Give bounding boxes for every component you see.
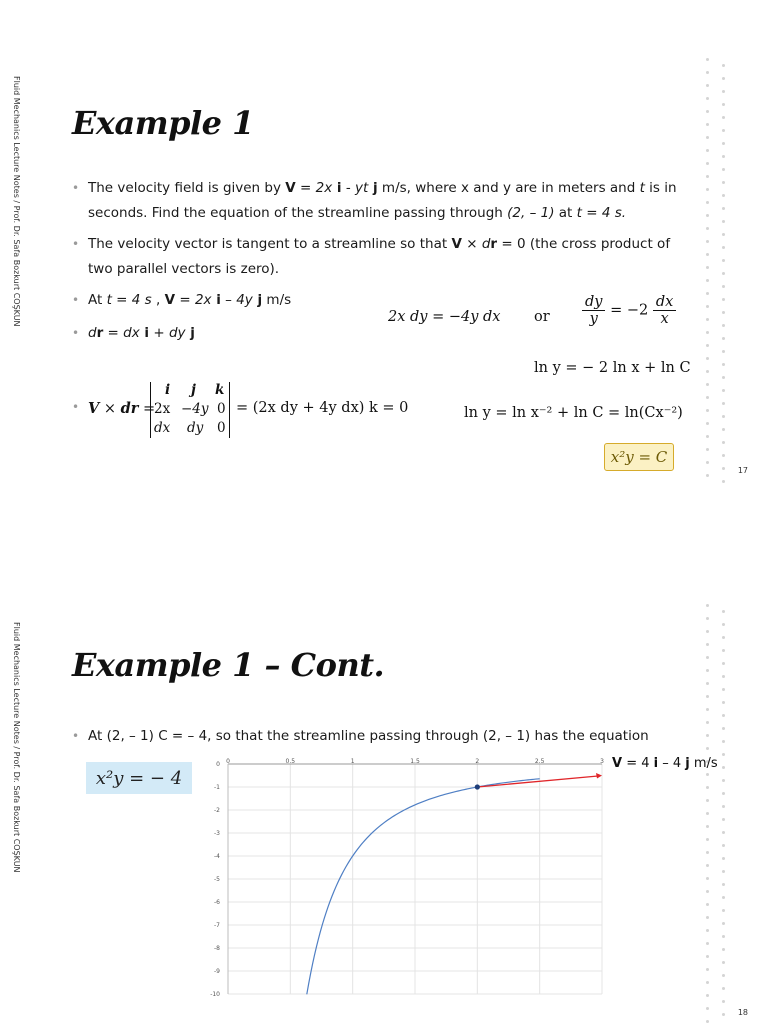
decorative-dot [722,714,725,717]
decorative-dot [722,428,725,431]
text: is in [644,180,677,196]
result-box-streamline: x²y = − 4 [86,762,192,794]
vector-r: r [96,325,104,341]
y-tick-label: -1 [214,784,220,791]
matrix-cell: i [165,382,171,398]
text: = [103,325,124,341]
text: m/s [262,292,292,308]
decorative-dot [706,422,709,425]
equation-separated [582,294,676,327]
matrix-cell: 0 [217,420,226,436]
matrix-cell: k [215,382,225,398]
decorative-dot [722,727,725,730]
velocity-vector-label [612,756,718,771]
decorative-dot [706,318,709,321]
decorative-dot [722,246,725,249]
decorative-dot [722,324,725,327]
decorative-dot [722,636,725,639]
decorative-dot [706,409,709,412]
text: • At (2, – 1) C = – 4, so that the streamline passing through (2, – 1) has the equation [88,728,649,744]
cross-label [88,400,155,417]
decorative-dot [706,136,709,139]
decorative-dot [706,838,709,841]
text: m/s, where x and y are in meters and [377,180,640,196]
decorative-dot [706,305,709,308]
decorative-dot [722,766,725,769]
decorative-dot [722,662,725,665]
decorative-dot [722,870,725,873]
decorative-dot [722,181,725,184]
vector-dr: dr [120,400,139,417]
decorative-dot [706,110,709,113]
decorative-dot [706,461,709,464]
bullet-problem-statement [72,176,684,226]
decorative-dot [706,877,709,880]
decorative-dot [722,90,725,93]
unit-vector-j: j [252,292,263,308]
decorative-dot [722,350,725,353]
decorative-dot [722,1013,725,1016]
text: The velocity field is given by [88,180,286,196]
decorative-dot [706,435,709,438]
decorative-dot [706,942,709,945]
equation-log-1: ln y = − 2 ln x + ln C [534,360,691,376]
decorative-dot [722,220,725,223]
decorative-dot [722,363,725,366]
decorative-dot [722,779,725,782]
math-term: t = 4 s. [576,205,627,221]
decorative-dot [706,669,709,672]
x-tick-label: 2 [475,758,480,765]
numerator: dx [653,294,676,311]
equation-differential: 2x dy = −4y dx [388,309,501,325]
decorative-dot [706,175,709,178]
decorative-dot [706,786,709,789]
decorative-dot [722,675,725,678]
y-tick-label: 0 [216,761,220,768]
slide-title: Example 1 [72,104,254,142]
decorative-dot [722,142,725,145]
streamline-curve [307,779,540,995]
matrix-cell: −4y [181,401,209,417]
decorative-dot [722,233,725,236]
y-tick-label: -6 [214,899,220,906]
decorative-dot [722,974,725,977]
decorative-dot [706,656,709,659]
y-tick-label: -7 [214,922,220,929]
math-term: d [481,236,491,252]
decorative-dot [706,266,709,269]
text: two parallel vectors is zero). [88,261,280,277]
decorative-dot [706,396,709,399]
decorative-dot [706,695,709,698]
decorative-dot [722,467,725,470]
decorative-dot [706,630,709,633]
decorative-dot [722,740,725,743]
bullet-velocity-at-t4 [72,288,372,313]
decorative-dot [706,344,709,347]
cross-result: = (2x dy + 4y dx) k = 0 [236,400,409,416]
text: The velocity vector is tangent to a streamline so that [88,236,452,252]
decorative-dot [706,981,709,984]
decorative-dot [722,285,725,288]
decorative-dot [706,903,709,906]
vector-V: V [451,236,462,252]
decorative-dot [722,831,725,834]
slide-title: Example 1 – Cont. [72,646,385,684]
decorative-dot [706,370,709,373]
determinant-matrix [150,382,230,438]
text: = −2 [610,302,649,319]
vector-V: V [88,400,100,417]
math-term: t [639,180,645,196]
decorative-dot [722,792,725,795]
decorative-dot [722,454,725,457]
unit-vector-j: j [185,325,195,341]
decorative-dot [706,994,709,997]
text: At [88,292,107,308]
decorative-dot [706,1020,709,1023]
decorative-dot [706,968,709,971]
decorative-dot [706,864,709,867]
unit-vector-i: i [653,756,659,771]
decorative-dot [722,168,725,171]
decorative-dot [706,162,709,165]
math-term: 2x [194,292,212,308]
decorative-dot [722,610,725,613]
bullet-constant-value [72,724,712,749]
decorative-dot [706,331,709,334]
text: at [554,205,577,221]
x-tick-label: 1 [350,758,355,765]
decorative-dot [706,617,709,620]
text: = [175,292,195,308]
math-term: (2, – 1) [507,205,555,221]
math-term: dy [168,325,186,341]
bullet-dr-definition [72,321,372,346]
fraction-dy-y [582,294,605,327]
text: = [295,180,316,196]
decorative-dot [722,753,725,756]
matrix-cell: dy [187,420,204,436]
matrix-cell: dx [154,420,171,436]
decorative-dot [706,890,709,893]
y-tick-label: -3 [214,830,220,837]
decorative-dot [722,987,725,990]
decorative-dot [706,292,709,295]
decorative-dot [706,643,709,646]
decorative-dot [722,961,725,964]
y-tick-label: -2 [214,807,220,814]
slide-18 [0,512,768,1024]
x-tick-label: 0.5 [285,758,296,765]
decorative-dot [706,708,709,711]
math-term: yt [355,180,369,196]
decorative-dot [722,688,725,691]
text: , [151,292,165,308]
equation-log-2: ln y = ln x⁻² + ln C = ln(Cx⁻²) [464,405,683,421]
unit-vector-i: i [332,180,342,196]
decorative-dot [706,357,709,360]
streamline-chart [198,756,610,1001]
text: + [149,325,169,341]
decorative-dot [706,929,709,932]
unit-vector-j: j [368,180,378,196]
decorative-dot [722,64,725,67]
y-tick-label: -10 [210,991,220,998]
decorative-dot [706,201,709,204]
y-tick-label: -5 [214,876,220,883]
decorative-dot [706,97,709,100]
cross-product [72,382,432,442]
decorative-dot [722,1000,725,1003]
math-term: 2x [315,180,333,196]
decorative-dot [722,402,725,405]
decorative-dot [722,116,725,119]
denominator: y [589,311,598,327]
decorative-dot [722,948,725,951]
page-number: 17 [737,466,748,475]
decorative-dot [706,253,709,256]
x-tick-label: 0 [226,758,230,765]
decorative-dot [722,77,725,80]
decorative-dot [722,480,725,483]
decorative-dot [706,773,709,776]
x-tick-label: 3 [600,758,604,765]
side-footer-text: Fluid Mechanics Lecture Notes / Prof. Dr. Safa Bozkurt COŞKUN [12,622,21,873]
vector-r: r [490,236,498,252]
vector-V: V [612,756,623,771]
side-footer-text: Fluid Mechanics Lecture Notes / Prof. Dr. Safa Bozkurt COŞKUN [12,76,21,327]
decorative-dot [722,623,725,626]
page-number: 18 [737,1008,748,1017]
equation-or: or [534,309,550,325]
velocity-vector [477,776,598,787]
math-term: 4y [236,292,253,308]
decorative-dot [706,71,709,74]
decorative-dot [706,123,709,126]
math-term: dx [123,325,140,341]
decorative-dot [722,272,725,275]
decorative-dot [722,129,725,132]
decorative-dot [722,194,725,197]
text: = [138,401,156,417]
decorative-dot [722,883,725,886]
decorative-dot [722,896,725,899]
decorative-dot [722,311,725,314]
decorative-dot [706,825,709,828]
decorative-dot [706,84,709,87]
text: – [220,292,237,308]
result-box-general: x²y = C [604,443,674,471]
decorative-dot [722,844,725,847]
y-tick-label: -8 [214,945,220,952]
text: × [461,236,482,252]
decorative-dot [706,227,709,230]
text: - [341,180,356,196]
vector-V: V [285,180,296,196]
text: = 0 (the cross product of [497,236,671,252]
velocity-vector-arrowhead [596,773,602,779]
numerator: dy [582,294,605,311]
unit-vector-j: j [685,756,690,771]
decorative-dot [722,207,725,210]
decorative-dot [722,103,725,106]
fraction-dx-x [653,294,676,327]
decorative-dot [706,214,709,217]
decorative-dot [722,649,725,652]
decorative-dot [706,383,709,386]
decorative-dot [706,682,709,685]
unit-vector-i: i [211,292,221,308]
text: – 4 [658,756,686,771]
x-tick-label: 2.5 [534,758,545,765]
matrix-cell: 2x [154,401,171,417]
decorative-dot [706,851,709,854]
decorative-dot [722,259,725,262]
decorative-dot [706,604,709,607]
text: seconds. Find the equation of the streamline passing through [88,205,508,221]
decorative-dot [722,441,725,444]
decorative-dot [722,298,725,301]
decorative-dot [706,1007,709,1010]
matrix-cell: j [191,382,196,398]
x-tick-label: 1.5 [410,758,420,765]
decorative-dot [722,376,725,379]
streamline-point [475,784,480,789]
decorative-dot [706,448,709,451]
decorative-dot [706,812,709,815]
math-term: t = 4 s [106,292,152,308]
text: m/s [689,756,718,771]
decorative-dot [722,857,725,860]
decorative-dot [706,799,709,802]
bullet-marker: • [72,400,80,414]
decorative-dot [722,337,725,340]
matrix-cell: 0 [217,401,226,417]
decorative-dot [706,240,709,243]
decorative-dot [722,415,725,418]
decorative-dot [722,922,725,925]
decorative-dot [722,701,725,704]
math-term: d [88,325,97,341]
decorative-dot [722,909,725,912]
decorative-dot [722,805,725,808]
decorative-dot [706,474,709,477]
decorative-dot [722,935,725,938]
text: = 4 [622,756,654,771]
decorative-dot [706,149,709,152]
text: × [99,401,121,417]
decorative-dot [706,58,709,61]
decorative-dot [722,389,725,392]
y-tick-label: -9 [214,968,220,975]
decorative-dot [706,955,709,958]
y-tick-label: -4 [214,853,220,860]
decorative-dot [706,279,709,282]
decorative-dot [706,916,709,919]
decorative-dot [722,818,725,821]
vector-V: V [164,292,176,308]
decorative-dot [706,188,709,191]
denominator: x [660,311,669,327]
bullet-tangent-condition [72,232,684,282]
decorative-dot [722,155,725,158]
unit-vector-i: i [139,325,150,341]
